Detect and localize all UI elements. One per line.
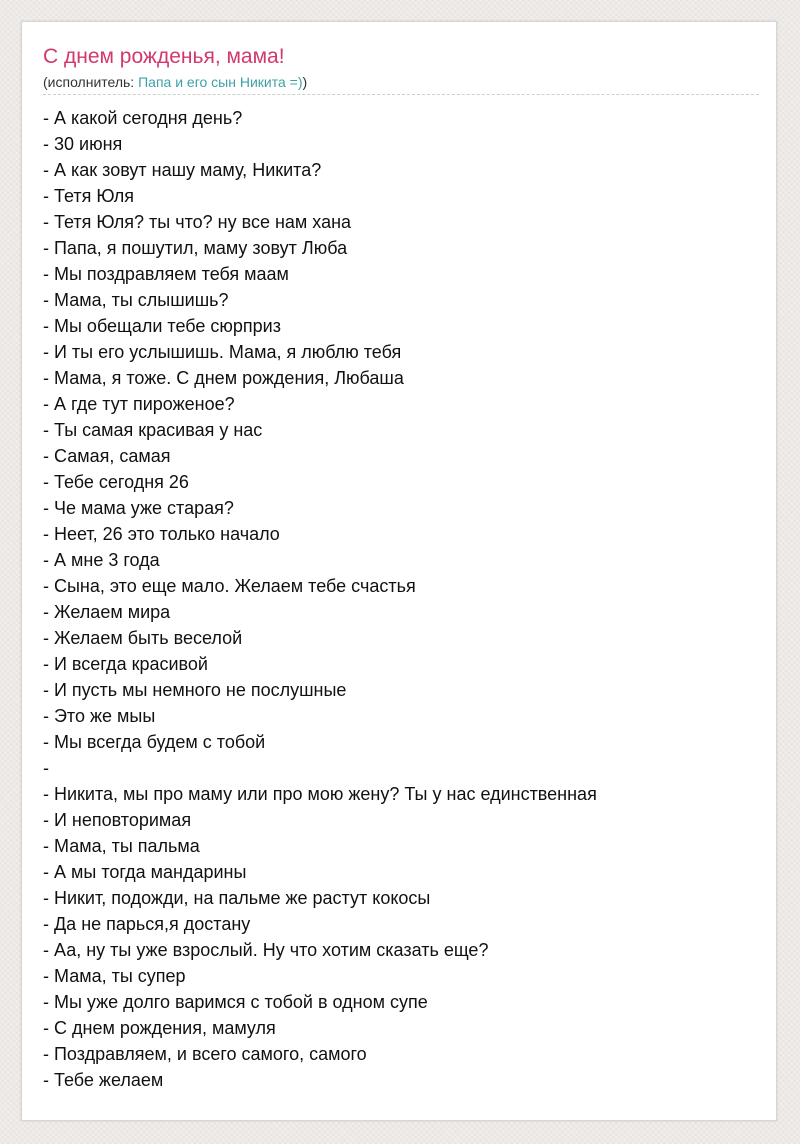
lyric-line: - А какой сегодня день? [43, 108, 243, 128]
lyric-line: - И всегда красивой [43, 654, 208, 674]
lyric-line: - И пусть мы немного не послушные [43, 680, 347, 700]
artist-prefix: (исполнитель: [43, 74, 139, 90]
lyric-line: - Желаем быть веселой [43, 628, 243, 648]
lyric-line: - А как зовут нашу маму, Никита? [43, 160, 322, 180]
artist-line [43, 73, 307, 91]
lyric-line: - Тетя Юля [43, 186, 135, 206]
lyric-line: - Никит, подожди, на пальме же растут кокосы [43, 888, 431, 908]
lyric-line: - Папа, я пошутил, маму зовут Люба [43, 238, 348, 258]
lyric-line: - 30 июня [43, 134, 123, 154]
lyric-line: - [43, 758, 49, 778]
song-title: С днем рожденья, мама! [43, 45, 285, 68]
lyric-line: - Тебе желаем [43, 1070, 164, 1090]
lyrics-text [43, 105, 759, 1093]
lyric-line: - Ты самая красивая у нас [43, 420, 263, 440]
lyric-line: - Мы обещали тебе сюрприз [43, 316, 281, 336]
lyric-line: - Желаем мира [43, 602, 171, 622]
lyric-line: - Мама, я тоже. С днем рождения, Любаша [43, 368, 404, 388]
lyric-line: - Мама, ты пальма [43, 836, 200, 856]
lyric-line: - Мы всегда будем с тобой [43, 732, 266, 752]
lyric-line: - А мы тогда мандарины [43, 862, 247, 882]
lyric-line: - Никита, мы про маму или про мою жену? Ты у нас единственная [43, 784, 597, 804]
lyric-line: - А мне 3 года [43, 550, 160, 570]
lyric-line: - Тетя Юля? ты что? ну все нам хана [43, 212, 352, 232]
lyric-line: - Неет, 26 это только начало [43, 524, 280, 544]
lyric-line: - Аа, ну ты уже взрослый. Ну что хотим сказать еще? [43, 940, 489, 960]
lyric-line: - Сына, это еще мало. Желаем тебе счастья [43, 576, 416, 596]
lyric-line: - Мы поздравляем тебя маам [43, 264, 289, 284]
lyric-line: - С днем рождения, мамуля [43, 1018, 276, 1038]
lyric-line: - И ты его услышишь. Мама, я люблю тебя [43, 342, 402, 362]
lyrics-card [21, 21, 777, 1121]
lyric-line: - Мама, ты супер [43, 966, 186, 986]
artist-link[interactable]: Папа и его сын Никита =) [138, 74, 303, 90]
lyric-line: - И неповторимая [43, 810, 192, 830]
lyric-line: - Поздравляем, и всего самого, самого [43, 1044, 367, 1064]
lyric-line: - Мы уже долго варимся с тобой в одном супе [43, 992, 428, 1012]
header-divider [43, 94, 759, 95]
artist-suffix: ) [302, 74, 308, 90]
lyric-line: - Мама, ты слышишь? [43, 290, 229, 310]
lyric-line: - А где тут пироженое? [43, 394, 235, 414]
lyric-line: - Это же мыы [43, 706, 156, 726]
lyric-line: - Да не парься,я достану [43, 914, 251, 934]
lyric-line: - Че мама уже старая? [43, 498, 234, 518]
lyric-line: - Самая, самая [43, 446, 171, 466]
lyric-line: - Тебе сегодня 26 [43, 472, 189, 492]
